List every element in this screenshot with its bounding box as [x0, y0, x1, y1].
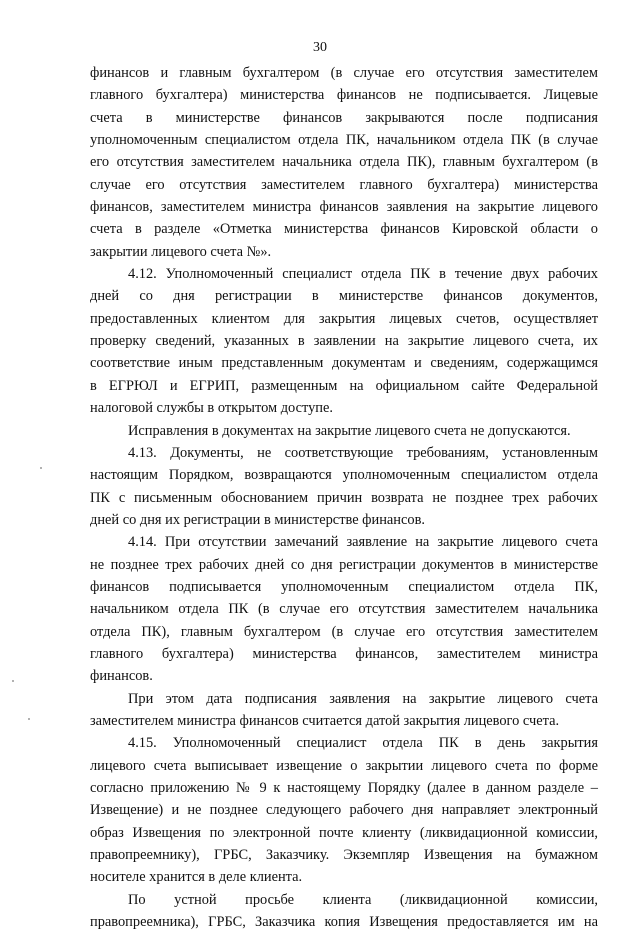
text-line: проверку сведений, указанных в заявлении на закрытие лицевого счета, их — [90, 333, 598, 350]
text-line: ПК с письменным обоснованием причин возврата не позднее трех рабочих — [90, 489, 598, 506]
text-line: случае его отсутствия заместителем главного бухгалтера) министерства — [90, 176, 598, 193]
text-line: начальником отдела ПК (в случае его отсутствия заместителем начальника — [90, 601, 598, 618]
text-line: уполномоченным специалистом отдела ПК, начальником отдела ПК (в случае — [90, 132, 598, 149]
text-line: счета в министерстве финансов закрываются после подписания — [90, 109, 598, 126]
text-line: финансов, заместителем министра финансов заявления на закрытие лицевого — [90, 199, 598, 216]
scan-speck — [28, 718, 30, 720]
text-line: его отсутствия заместителем начальника отдела ПК), главным бухгалтером (в — [90, 154, 598, 171]
text-line: 4.13. Документы, не соответствующие требованиям, установленным — [128, 444, 598, 461]
text-line: отдела ПК), главным бухгалтером (в случае его отсутствия заместителем — [90, 623, 598, 640]
text-line: соответствие иным представленным документам и сведениям, содержащимся — [90, 355, 598, 372]
text-line: 4.15. Уполномоченный специалист отдела ПК в день закрытия — [128, 735, 598, 752]
text-line: правопреемника), ГРБС, Заказчика копия Извещения предоставляется им на — [90, 914, 598, 931]
text-line: настоящим Порядком, возвращаются уполномоченным специалистом отдела — [90, 467, 598, 484]
text-line: заместителем министра финансов считается датой закрытия лицевого счета. — [90, 712, 560, 729]
text-line: Извещение) и не позднее следующего рабочего дня направляет электронный — [90, 802, 598, 819]
text-line: главного бухгалтера) министерства финансов не подписывается. Лицевые — [90, 87, 598, 104]
text-line: налоговой службы в открытом доступе. — [90, 400, 333, 417]
text-line: 4.12. Уполномоченный специалист отдела ПК в течение двух рабочих — [128, 266, 598, 283]
scan-speck — [40, 467, 42, 469]
text-line: согласно приложению № 9 к настоящему Порядку (далее в данном разделе – — [90, 780, 598, 796]
text-line: главного бухгалтера) министерства финансов, заместителем министра — [90, 645, 598, 662]
text-line: лицевого счета выписывает извещение о закрытии лицевого счета по форме — [90, 757, 598, 774]
text-line: в ЕГРЮЛ и ЕГРИП, размещенным на официальном сайте Федеральной — [90, 377, 598, 394]
text-line: По устной просьбе клиента (ликвидационной комиссии, — [128, 891, 598, 908]
text-line: финансов подписывается уполномоченным специалистом отдела ПК, — [90, 578, 598, 595]
text-line: носителе хранится в деле клиента. — [90, 869, 303, 886]
document-body — [90, 62, 598, 933]
text-line: 4.14. При отсутствии замечаний заявление на закрытие лицевого счета — [128, 534, 598, 551]
text-line: финансов и главным бухгалтером (в случае его отсутствия заместителем — [90, 65, 598, 81]
scan-speck — [12, 680, 14, 682]
page-number: 30 — [313, 40, 327, 55]
text-line: При этом дата подписания заявления на закрытие лицевого счета — [128, 690, 598, 707]
text-line: дней со дня регистрации в министерстве финансов документов, — [90, 288, 598, 305]
text-line: правопреемнику), ГРБС, Заказчику. Экземпляр Извещения на бумажном — [90, 847, 598, 864]
text-line: не позднее трех рабочих дней со дня регистрации документов в министерстве — [90, 556, 598, 573]
text-line: Исправления в документах на закрытие лицевого счета не допускаются. — [128, 422, 571, 439]
text-line: закрытии лицевого счета №». — [90, 243, 272, 260]
text-line: счета в разделе «Отметка министерства финансов Кировской области о — [90, 221, 598, 238]
text-line: финансов. — [90, 668, 153, 685]
text-line: образ Извещения по электронной почте клиенту (ликвидационной комиссии, — [90, 824, 598, 841]
text-line: дней со дня их регистрации в министерстве финансов. — [90, 511, 425, 528]
text-line: предоставленных клиентом для закрытия лицевых счетов, осуществляет — [90, 310, 598, 327]
